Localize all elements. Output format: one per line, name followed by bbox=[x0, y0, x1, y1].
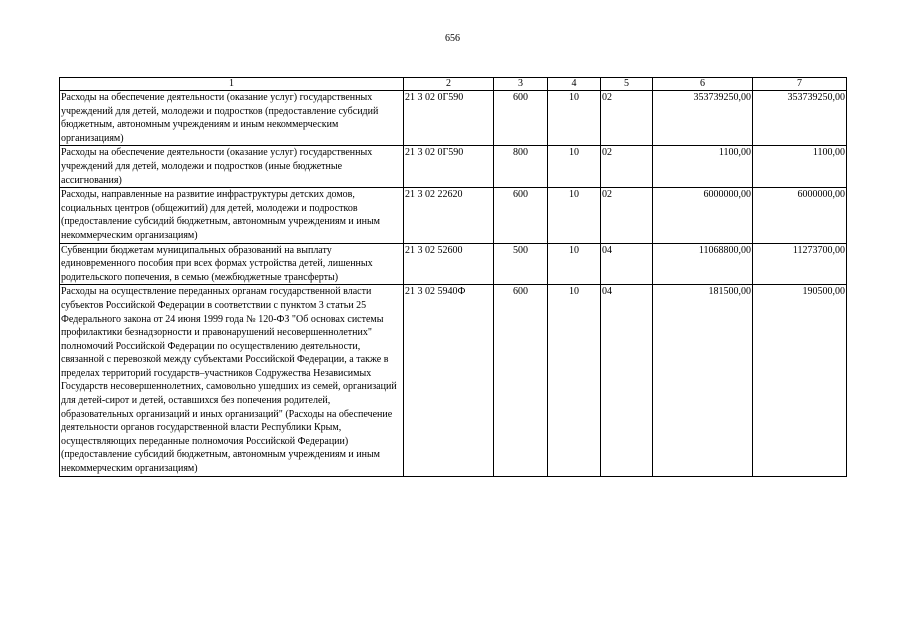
header-col-2: 2 bbox=[404, 78, 494, 91]
row-expense-type: 600 bbox=[494, 91, 548, 146]
row-target-code: 21 3 02 5940Ф bbox=[404, 285, 494, 476]
row-section: 10 bbox=[548, 243, 601, 285]
row-subsection: 02 bbox=[601, 146, 653, 188]
row-target-code: 21 3 02 52600 bbox=[404, 243, 494, 285]
table-row bbox=[60, 146, 847, 188]
header-col-4: 4 bbox=[548, 78, 601, 91]
header-col-5: 5 bbox=[601, 78, 653, 91]
row-amount-col7: 6000000,00 bbox=[753, 188, 847, 243]
row-amount-col7: 353739250,00 bbox=[753, 91, 847, 146]
row-amount-col7: 1100,00 bbox=[753, 146, 847, 188]
row-description: Расходы, направленные на развитие инфраструктуры детских домов, социальных центров (общежитий) для детей, молодежи и подростков (предоставление субсидий бюджетным, автономным учреждениям и иным некоммерческим организациям) bbox=[60, 188, 404, 243]
row-expense-type: 600 bbox=[494, 285, 548, 476]
row-amount-col6: 6000000,00 bbox=[653, 188, 753, 243]
row-subsection: 02 bbox=[601, 188, 653, 243]
row-target-code: 21 3 02 22620 bbox=[404, 188, 494, 243]
row-expense-type: 500 bbox=[494, 243, 548, 285]
table-row bbox=[60, 285, 847, 476]
row-section: 10 bbox=[548, 91, 601, 146]
row-amount-col6: 11068800,00 bbox=[653, 243, 753, 285]
table-header-row bbox=[60, 78, 847, 91]
row-target-code: 21 3 02 0Г590 bbox=[404, 146, 494, 188]
header-col-6: 6 bbox=[653, 78, 753, 91]
row-description: Субвенции бюджетам муниципальных образований на выплату единовременного пособия при всех формах устройства детей, лишенных родительского попечения, в семью (межбюджетные трансферты) bbox=[60, 243, 404, 285]
budget-table bbox=[59, 77, 847, 477]
row-target-code: 21 3 02 0Г590 bbox=[404, 91, 494, 146]
row-expense-type: 600 bbox=[494, 188, 548, 243]
table-row bbox=[60, 91, 847, 146]
row-description: Расходы на осуществление переданных органам государственной власти субъектов Российской Федерации в соответствии с пунктом 3 статьи 25 Федерального закона от 24 июня 1999 года № 120-ФЗ "Об основах системы профилактики безнадзорности и правонарушений несовершеннолетних" полномочий Российской Федерации по осуществлению деятельности, связанной с перевозкой между субъектами Российской Федерации, а также в пределах территорий государств–участников Содружества Независимых Государств несовершеннолетних, самовольно ушедших из семей, организаций для детей-сирот и детей, оставшихся без попечения родителей, образовательных организаций и иных организаций" (Расходы на обеспечение деятельности органов государственной власти Республики Крым, осуществляющих переданные полномочия Российской Федерации) (предоставление субсидий бюджетным, автономным учреждениям и иным некоммерческим организациям) bbox=[60, 285, 404, 476]
row-subsection: 04 bbox=[601, 285, 653, 476]
row-subsection: 02 bbox=[601, 91, 653, 146]
header-col-1: 1 bbox=[60, 78, 404, 91]
row-amount-col6: 1100,00 bbox=[653, 146, 753, 188]
header-col-3: 3 bbox=[494, 78, 548, 91]
row-subsection: 04 bbox=[601, 243, 653, 285]
row-amount-col6: 353739250,00 bbox=[653, 91, 753, 146]
header-col-7: 7 bbox=[753, 78, 847, 91]
row-description: Расходы на обеспечение деятельности (оказание услуг) государственных учреждений для детей, молодежи и подростков (предоставление субсидий бюджетным, автономным учреждениям и иным некоммерческим организациям) bbox=[60, 91, 404, 146]
table-row bbox=[60, 188, 847, 243]
row-section: 10 bbox=[548, 146, 601, 188]
row-description: Расходы на обеспечение деятельности (оказание услуг) государственных учреждений для детей, молодежи и подростков (иные бюджетные ассигнования) bbox=[60, 146, 404, 188]
row-section: 10 bbox=[548, 188, 601, 243]
row-section: 10 bbox=[548, 285, 601, 476]
page-number: 656 bbox=[445, 33, 460, 44]
row-expense-type: 800 bbox=[494, 146, 548, 188]
row-amount-col7: 11273700,00 bbox=[753, 243, 847, 285]
row-amount-col6: 181500,00 bbox=[653, 285, 753, 476]
table-row bbox=[60, 243, 847, 285]
row-amount-col7: 190500,00 bbox=[753, 285, 847, 476]
